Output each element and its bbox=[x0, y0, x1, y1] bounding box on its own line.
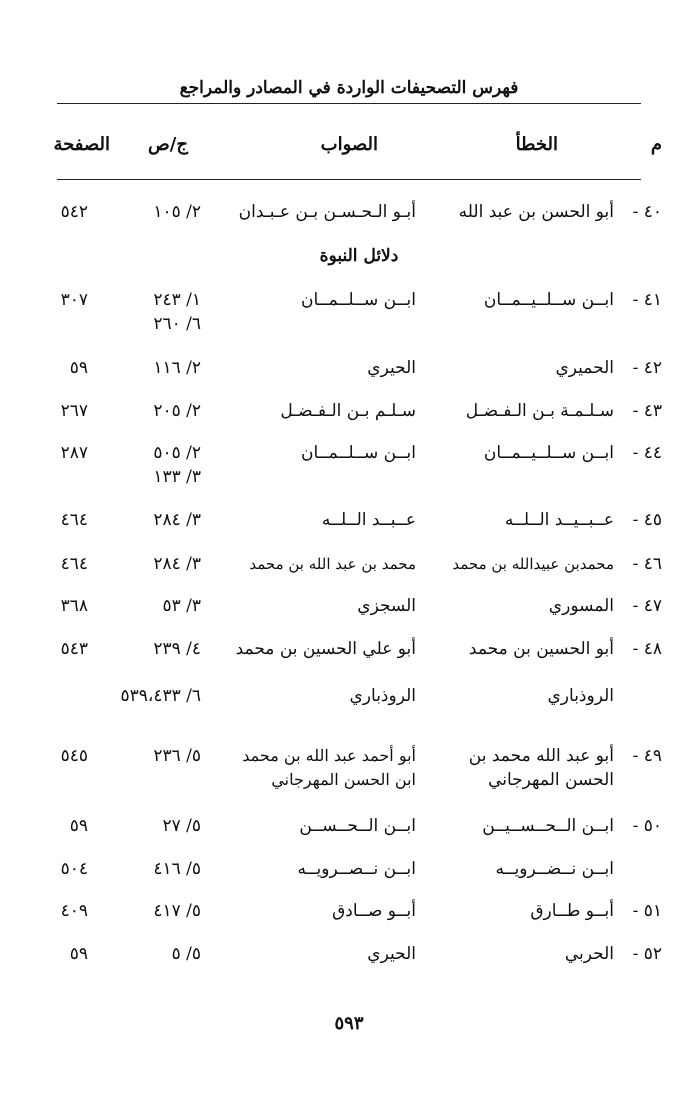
row-wrong: أبو الحسن بن عبد الله bbox=[458, 202, 614, 222]
row-wrong: أبــو طــارق bbox=[530, 901, 614, 921]
row-wrong: ابــن ســلــيــمــان bbox=[483, 290, 614, 310]
row-volume-page: ٣/ ٥٣ bbox=[162, 596, 201, 616]
row-page: ٣٠٧ bbox=[60, 290, 88, 310]
row-right-line: أبو أحمد عبد الله بن محمد bbox=[242, 746, 416, 765]
row-num: ٤٩ - bbox=[632, 746, 662, 766]
row-page: ٣٦٨ bbox=[60, 596, 88, 616]
row-num: ٤١ - bbox=[632, 290, 662, 310]
row-right: ابــن نــصــرويــه bbox=[297, 859, 416, 879]
row-page: ٥٩ bbox=[69, 944, 88, 964]
row-num: ٤٥ - bbox=[632, 510, 662, 530]
row-num: ٤٧ - bbox=[632, 596, 662, 616]
row-right bbox=[216, 744, 416, 792]
row-num: ٤٦ - bbox=[632, 554, 662, 574]
row-right: أبو علي الحسين بن محمد bbox=[235, 639, 416, 659]
row-num: ٥٢ - bbox=[632, 944, 662, 964]
row-right: السجزي bbox=[357, 596, 416, 616]
row-right: الحيري bbox=[367, 358, 416, 378]
header-wrong: الخطأ bbox=[515, 134, 558, 155]
section-title: دلائل النبوة bbox=[319, 246, 399, 266]
row-wrong: سـلـمـة بـن الـفـضـل bbox=[465, 401, 614, 421]
row-volume-page bbox=[111, 288, 201, 336]
header-right: الصواب bbox=[320, 134, 378, 155]
row-volume-page: ٥/ ٢٧ bbox=[162, 816, 201, 836]
row-wrong: عــبــيــد الــلــه bbox=[504, 510, 614, 530]
row-right: محمد بن عبد الله بن محمد bbox=[249, 555, 416, 573]
row-num: ٤٤ - bbox=[632, 443, 662, 463]
row-volume-page: ٦/ ٥٣٩،٤٣٣ bbox=[120, 686, 201, 706]
row-volume-page: ٤/ ٢٣٩ bbox=[153, 639, 201, 659]
row-volume-page: ٥/ ٤١٦ bbox=[153, 859, 201, 879]
row-page: ٢٨٧ bbox=[60, 443, 88, 463]
row-right: الروذباري bbox=[349, 686, 416, 706]
row-page: ٥٩ bbox=[69, 358, 88, 378]
row-page: ٥٤٣ bbox=[60, 639, 88, 659]
row-volume-page: ٣/ ٢٨٤ bbox=[153, 554, 201, 574]
row-volume-page-line: ٦/ ٢٦٠ bbox=[153, 314, 201, 334]
header-page: الصفحة bbox=[53, 134, 110, 155]
row-num: ٥١ - bbox=[632, 901, 662, 921]
row-num: ٤٨ - bbox=[632, 639, 662, 659]
row-wrong: ابــن الــحــســيــن bbox=[482, 816, 614, 836]
row-volume-page: ٥/ ٤١٧ bbox=[153, 901, 201, 921]
row-page: ٤٠٩ bbox=[60, 901, 88, 921]
row-volume-page-line: ١/ ٢٤٣ bbox=[153, 290, 201, 310]
row-volume-page-line: ٣/ ١٣٣ bbox=[153, 467, 201, 487]
row-wrong bbox=[434, 744, 614, 792]
row-page: ٥٤٢ bbox=[60, 202, 88, 222]
row-right: ابــن ســلــمــان bbox=[300, 290, 416, 310]
row-page: ٥٩ bbox=[69, 816, 88, 836]
row-right: الحيري bbox=[367, 944, 416, 964]
header-num: م bbox=[650, 134, 662, 155]
row-wrong: محمدبن عبيدالله بن محمد bbox=[452, 555, 614, 573]
row-wrong-line: أبو عبد الله محمد بن bbox=[468, 746, 614, 766]
row-volume-page: ٢/ ٢٠٥ bbox=[153, 401, 201, 421]
row-num: ٤٣ - bbox=[632, 401, 662, 421]
row-right-line: ابن الحسن المهرجاني bbox=[271, 770, 416, 789]
row-num: ٥٠ - bbox=[632, 816, 662, 836]
row-wrong: الحميري bbox=[555, 358, 614, 378]
row-wrong: ابــن نــضــرويــه bbox=[495, 859, 614, 879]
row-wrong: أبو الحسين بن محمد bbox=[468, 639, 614, 659]
row-wrong: الحربي bbox=[564, 944, 614, 964]
page-number: ٥٩٣ bbox=[334, 1013, 364, 1034]
row-page: ٤٦٤ bbox=[60, 510, 88, 530]
row-wrong-line: الحسن المهرجاني bbox=[488, 770, 614, 790]
row-volume-page: ٥/ ٢٣٦ bbox=[153, 746, 201, 766]
row-volume-page: ٢/ ١٠٥ bbox=[153, 202, 201, 222]
row-right: سـلـم بـن الـفـضـل bbox=[280, 401, 416, 421]
row-volume-page: ٢/ ١١٦ bbox=[153, 358, 201, 378]
row-volume-page: ٣/ ٢٨٤ bbox=[153, 510, 201, 530]
row-right: ابــن الــحــســن bbox=[299, 816, 416, 836]
row-wrong: ابــن ســلــيــمــان bbox=[483, 443, 614, 463]
row-page: ٥٠٤ bbox=[60, 859, 88, 879]
row-volume-page bbox=[111, 441, 201, 489]
row-volume-page: ٥/ ٥ bbox=[171, 944, 201, 964]
row-right: أبـو الـحـسـن بـن عـبـدان bbox=[238, 202, 416, 222]
row-num: ٤٠ - bbox=[632, 202, 662, 222]
running-head: فهرس التصحيفات الواردة في المصادر والمراجع bbox=[179, 78, 519, 98]
row-right: عــبــد الــلــه bbox=[321, 510, 416, 530]
row-page: ٥٤٥ bbox=[60, 746, 88, 766]
row-volume-page-line: ٢/ ٥٠٥ bbox=[153, 443, 201, 463]
row-page: ٢٦٧ bbox=[60, 401, 88, 421]
row-num: ٤٢ - bbox=[632, 358, 662, 378]
row-right: أبــو صــادق bbox=[332, 901, 416, 921]
row-right: ابــن ســلــمــان bbox=[300, 443, 416, 463]
row-page: ٤٦٤ bbox=[60, 554, 88, 574]
row-wrong: الروذباري bbox=[547, 686, 614, 706]
row-wrong: المسوري bbox=[548, 596, 614, 616]
header-volume-page: ج/ص bbox=[148, 134, 188, 155]
